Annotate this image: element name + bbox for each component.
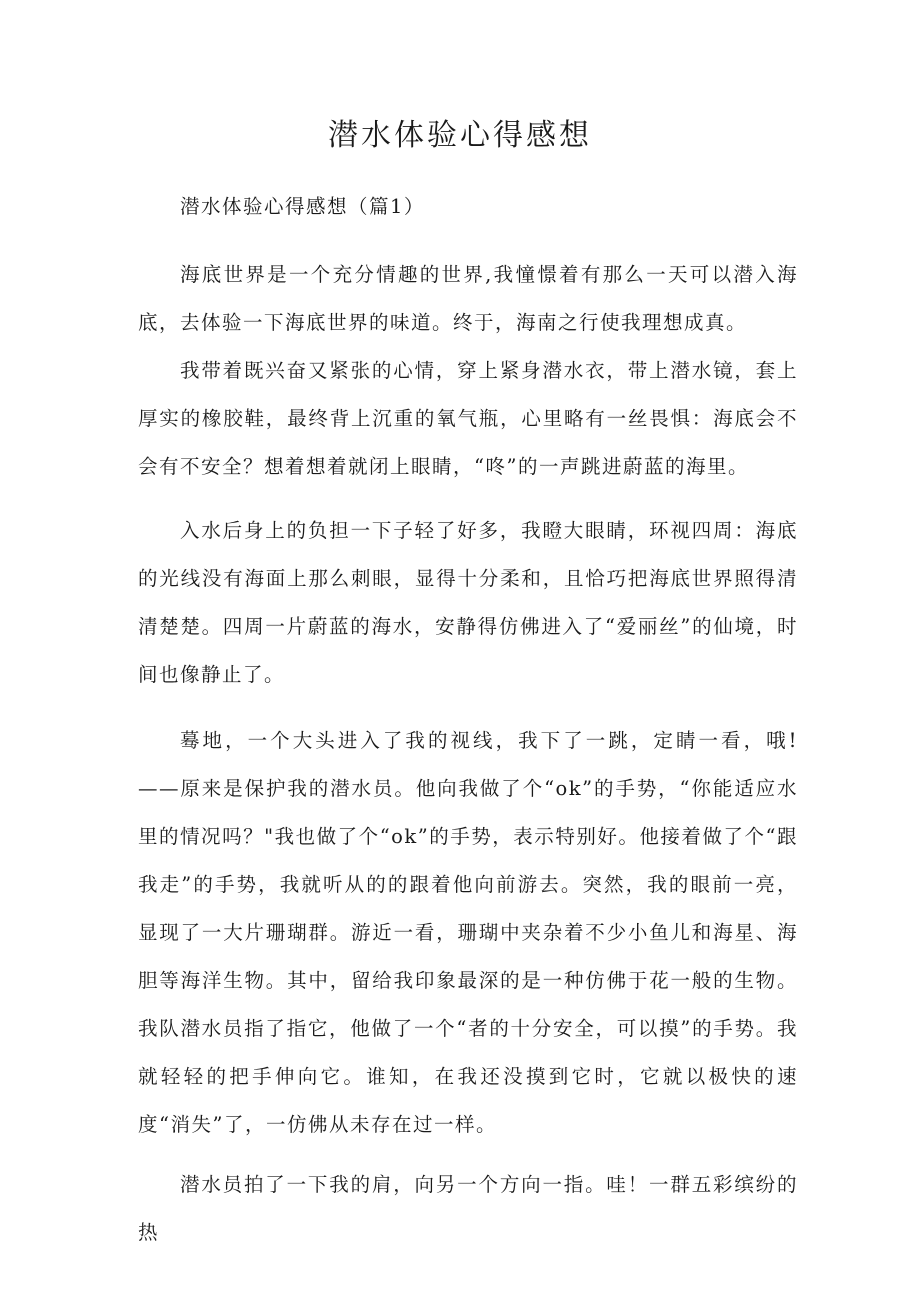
paragraph-5: 潜水员拍了一下我的肩，向另一个方向一指。哇！一群五彩缤纷的热 xyxy=(138,1173,798,1244)
section-subtitle: 潜水体验心得感想（篇1） xyxy=(180,195,425,218)
paragraph-1: 海底世界是一个充分情趣的世界,我憧憬着有那么一天可以潜入海底，去体验一下海底世界的味道。终于，海南之行使我理想成真。 xyxy=(138,263,798,334)
document-title: 潜水体验心得感想 xyxy=(328,118,592,153)
paragraph-2: 我带着既兴奋又紧张的心情，穿上紧身潜水衣，带上潜水镜，套上厚实的橡胶鞋，最终背上沉重的氧气瓶，心里略有一丝畏惧：海底会不会有不安全？想着想着就闭上眼睛，“咚”的一声跳进蔚蓝的海里。 xyxy=(138,359,798,478)
paragraph-4: 蓦地，一个大头进入了我的视线，我下了一跳，定睛一看，哦!——原来是保护我的潜水员。他向我做了个“ok”的手势，“你能适应水里的情况吗？"我也做了个“ok”的手势，表示特别好。他接着做了个“跟我走”的手势，我就听从的的跟着他向前游去。突然，我的眼前一亮，显现了一大片珊瑚群。游近一看，珊瑚中夹杂着不少小鱼儿和海星、海胆等海洋生物。其中，留给我印象最深的是一种仿佛于花一般的生物。我队潜水员指了指它，他做了一个“者的十分安全，可以摸”的手势。我就轻轻的把手伸向它。谁知，在我还没摸到它时，它就以极快的速度“消失”了，一仿佛从未存在过一样。 xyxy=(138,729,798,1136)
paragraph-3: 入水后身上的负担一下子轻了好多，我瞪大眼睛，环视四周：海底的光线没有海面上那么刺眼，显得十分柔和，且恰巧把海底世界照得清清楚楚。四周一片蔚蓝的海水，安静得仿佛进入了“爱丽丝”的仙境，时间也像静止了。 xyxy=(138,519,798,686)
